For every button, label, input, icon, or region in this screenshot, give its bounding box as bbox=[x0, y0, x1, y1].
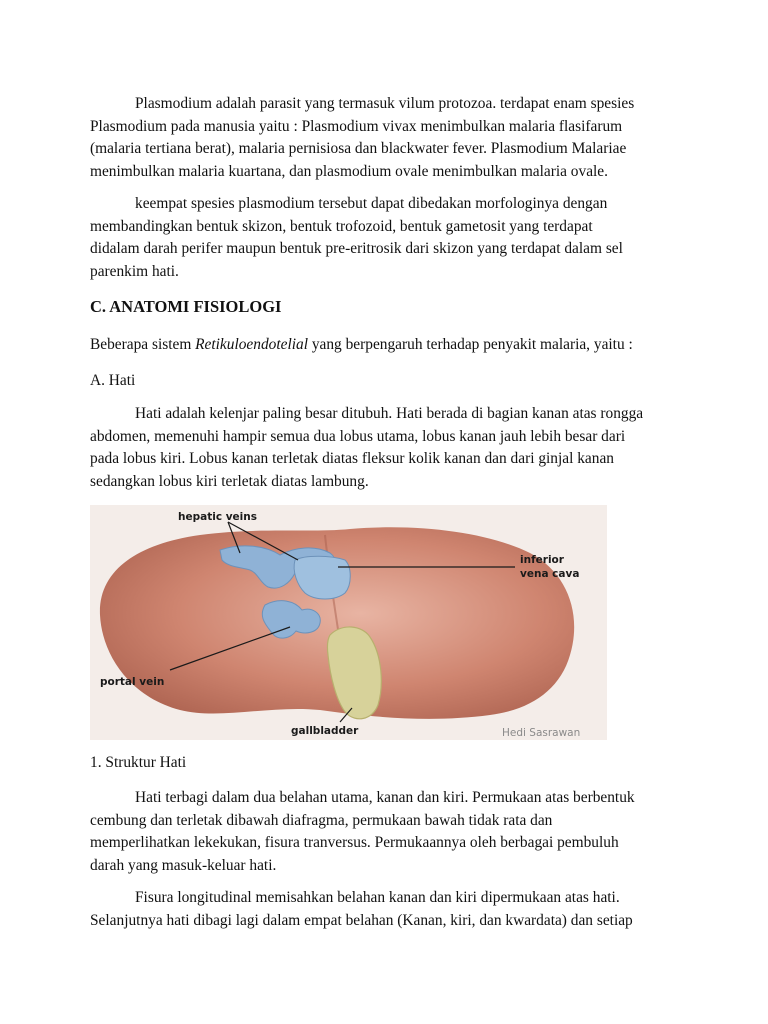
line: Hati adalah kelenjar paling besar ditubuh. Hati berada di bagian kanan atas rongga bbox=[135, 405, 644, 422]
line: Plasmodium pada manusia yaitu : Plasmodium vivax menimbulkan malaria flasifarum bbox=[90, 117, 623, 135]
line: Selanjutnya hati dibagi lagi dalam empat belahan (Kanan, kiri, dan kwardata) dan setiap bbox=[90, 911, 633, 929]
line: keempat spesies plasmodium tersebut dapat dibedakan morfologinya dengan bbox=[135, 195, 608, 212]
paragraph-struktur-hati bbox=[90, 787, 680, 877]
subheading-hati: A. Hati bbox=[90, 372, 136, 389]
section-heading-anatomi: C. ANATOMI FISIOLOGI bbox=[90, 297, 282, 316]
subheading-struktur-hati: 1. Struktur Hati bbox=[90, 754, 187, 771]
line: Fisura longitudinal memisahkan belahan kanan dan kiri dipermukaan atas hati. bbox=[135, 889, 620, 906]
liver-anatomy-figure bbox=[90, 505, 607, 740]
paragraph-plasmodium-morphology bbox=[90, 193, 680, 283]
line: didalam darah perifer maupun bentuk pre-eritrosik dari skizon yang terdapat dalam sel bbox=[90, 240, 623, 257]
label-vena-cava: vena cava bbox=[520, 568, 580, 580]
line: menimbulkan malaria kuartana, dan plasmodium ovale menimbulkan malaria ovale. bbox=[90, 162, 608, 180]
line: (malaria tertiana berat), malaria pernisiosa dan blackwater fever. Plasmodium Malariae bbox=[90, 140, 627, 157]
line: parenkim hati. bbox=[90, 262, 179, 280]
paragraph-plasmodium-intro bbox=[90, 93, 680, 183]
line: abdomen, memenuhi hampir semua dua lobus utama, lobus kanan jauh lebih besar dari bbox=[90, 427, 626, 445]
text-run: yang berpengaruh terhadap penyakit malaria, yaitu : bbox=[307, 336, 633, 353]
label-portal-vein: portal vein bbox=[100, 676, 165, 688]
line: darah yang masuk-keluar hati. bbox=[90, 856, 277, 874]
label-inferior: inferior bbox=[520, 554, 564, 566]
italic-term: Retikuloendotelial bbox=[195, 336, 308, 353]
line: Hati terbagi dalam dua belahan utama, kanan dan kiri. Permukaan atas berbentuk bbox=[135, 789, 635, 806]
paragraph-retikuloendotelial bbox=[90, 334, 680, 357]
line: memperlihatkan lekekukan, fisura tranversus. Permukaannya oleh berbagai pembuluh bbox=[90, 834, 619, 851]
line: membandingkan bentuk skizon, bentuk trofozoid, bentuk gametosit yang terdapat bbox=[90, 217, 593, 235]
line: pada lobus kiri. Lobus kanan terletak diatas fleksur kolik kanan dan dari ginjal kanan bbox=[90, 450, 614, 467]
line: cembung dan terletak dibawah diafragma, permukaan bawah tidak rata dan bbox=[90, 811, 553, 829]
label-gallbladder: gallbladder bbox=[291, 725, 359, 737]
paragraph-hati bbox=[90, 403, 680, 493]
text-run: Beberapa sistem bbox=[90, 336, 196, 353]
paragraph-fisura bbox=[90, 887, 680, 932]
liver-illustration bbox=[90, 505, 607, 740]
label-hepatic-veins: hepatic veins bbox=[178, 511, 257, 523]
line: sedangkan lobus kiri terletak diatas lambung. bbox=[90, 472, 369, 490]
image-credit: Hedi Sasrawan bbox=[502, 727, 581, 739]
line: Plasmodium adalah parasit yang termasuk vilum protozoa. terdapat enam spesies bbox=[135, 95, 635, 112]
